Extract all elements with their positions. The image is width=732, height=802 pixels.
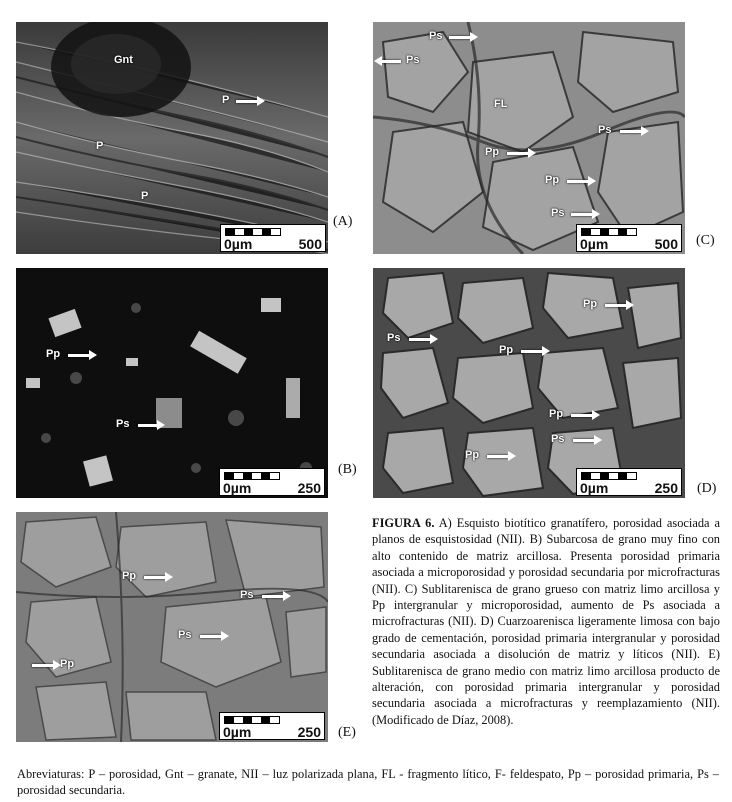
micrograph-panel-d bbox=[373, 268, 685, 498]
panel-b-arrow-2 bbox=[138, 424, 158, 427]
panel-c-arrow-3 bbox=[620, 130, 642, 133]
panel-a-label-p-2: P bbox=[96, 140, 104, 152]
micrograph-texture-c bbox=[373, 22, 685, 254]
scale-ticks bbox=[581, 228, 637, 236]
scale-value: 250 bbox=[654, 480, 678, 496]
panel-c-scale-bar bbox=[576, 224, 682, 252]
panel-a-label-gnt: Gnt bbox=[114, 54, 133, 66]
panel-b-arrow-1 bbox=[68, 354, 90, 357]
panel-d-label-pp-2: Pp bbox=[499, 344, 514, 356]
panel-a-scale-bar bbox=[220, 224, 326, 252]
micrograph-texture-a bbox=[16, 22, 328, 254]
panel-b-letter: (B) bbox=[338, 462, 357, 477]
scale-ticks bbox=[224, 472, 280, 480]
panel-b-scale-bar bbox=[219, 468, 325, 496]
panel-e-label-ps-2: Ps bbox=[178, 629, 192, 641]
scale-zero: 0µm bbox=[223, 480, 252, 496]
panel-c-arrow-4 bbox=[507, 152, 529, 155]
micrograph-texture-b bbox=[16, 268, 328, 498]
micrograph-panel-a bbox=[16, 22, 328, 254]
panel-d-arrow-3 bbox=[521, 350, 543, 353]
panel-d-letter: (D) bbox=[697, 481, 717, 496]
micrograph-texture-d bbox=[373, 268, 685, 498]
scale-ticks bbox=[224, 716, 280, 724]
panel-d-arrow-5 bbox=[573, 439, 595, 442]
panel-d-label-ps-2: Ps bbox=[551, 433, 565, 445]
figure-caption bbox=[372, 515, 720, 728]
panel-d-arrow-6 bbox=[487, 455, 509, 458]
panel-c-label-pp-2: Pp bbox=[545, 174, 560, 186]
panel-b-label-ps: Ps bbox=[116, 418, 130, 430]
panel-e-arrow-4 bbox=[32, 664, 54, 667]
scale-value: 500 bbox=[298, 236, 322, 252]
panel-a-label-p-3: P bbox=[141, 190, 149, 202]
micrograph-panel-c bbox=[373, 22, 685, 254]
micrograph-texture-e bbox=[16, 512, 328, 742]
panel-d-arrow-4 bbox=[571, 414, 593, 417]
scale-value: 250 bbox=[297, 480, 321, 496]
panel-e-arrow-1 bbox=[144, 576, 166, 579]
panel-c-label-ps-1: Ps bbox=[429, 30, 443, 42]
panel-d-arrow-1 bbox=[605, 304, 627, 307]
panel-e-arrow-2 bbox=[262, 595, 284, 598]
panel-e-label-ps-1: Ps bbox=[240, 589, 254, 601]
panel-c-arrow-1 bbox=[449, 36, 471, 39]
micrograph-panel-b bbox=[16, 268, 328, 498]
scale-ticks bbox=[581, 472, 637, 480]
scale-zero: 0µm bbox=[224, 236, 253, 252]
panel-c-letter: (C) bbox=[696, 233, 715, 248]
micrograph-panel-e bbox=[16, 512, 328, 742]
panel-e-label-pp-2: Pp bbox=[60, 658, 75, 670]
abbreviations-note: Abreviaturas: P – porosidad, Gnt – granate, NII – luz polarizada plana, FL - fragmento lítico, F- feldespato, Pp – porosidad primaria, Ps – porosidad secundaria. bbox=[17, 767, 719, 798]
panel-c-arrow-2 bbox=[381, 60, 401, 63]
panel-c-arrow-5 bbox=[567, 180, 589, 183]
scale-value: 250 bbox=[297, 724, 321, 740]
panel-d-scale-bar bbox=[576, 468, 682, 496]
scale-zero: 0µm bbox=[580, 480, 609, 496]
panel-a-label-p-1: P bbox=[222, 94, 230, 106]
panel-c-arrow-6 bbox=[571, 213, 593, 216]
caption-title: FIGURA 6. bbox=[372, 516, 435, 530]
caption-body: A) Esquisto biotítico granatífero, porosidad asociada a planos de esquistosidad (NII). B) Subarcosa de grano muy fino con alto contenido de matriz arcillosa. Presenta porosidad primaria asociada a microporosidad y porosidad secundaria por microfracturas (NII). C) Sublitarenisca de grano grueso con matriz limo arcillosa y Pp intergranular y microporosidad, aumento de Ps asociada a microfracturas (NII). D) Cuarzoarenisca ligeramente limosa con bajo grado de cementación, porosidad primaria intergranular y porosidad secundaria asociada a disolución de matriz y líticos (NII). E) Sublitarenisca de grano medio con matriz limo arcillosa producto de alteración, con porosidad primaria intergranular y porosidad secundaria asociada a microfracturas y reemplazamiento (NII). (Modificado de Díaz, 2008). bbox=[372, 516, 720, 727]
panel-a-arrow-1 bbox=[236, 100, 258, 103]
panel-d-label-pp-4: Pp bbox=[465, 449, 480, 461]
panel-c-label-ps-2: Ps bbox=[406, 54, 420, 66]
scale-zero: 0µm bbox=[580, 236, 609, 252]
panel-e-label-pp-1: Pp bbox=[122, 570, 137, 582]
scale-ticks bbox=[225, 228, 281, 236]
panel-e-arrow-3 bbox=[200, 635, 222, 638]
panel-d-arrow-2 bbox=[409, 338, 431, 341]
panel-c-label-ps-3: Ps bbox=[598, 124, 612, 136]
scale-zero: 0µm bbox=[223, 724, 252, 740]
panel-d-label-ps-1: Ps bbox=[387, 332, 401, 344]
panel-d-label-pp-1: Pp bbox=[583, 298, 598, 310]
panel-e-letter: (E) bbox=[338, 725, 356, 740]
panel-b-label-pp: Pp bbox=[46, 348, 61, 360]
scale-value: 500 bbox=[654, 236, 678, 252]
panel-c-label-pp-1: Pp bbox=[485, 146, 500, 158]
panel-c-label-fl: FL bbox=[494, 98, 508, 110]
panel-c-label-ps-4: Ps bbox=[551, 207, 565, 219]
panel-a-letter: (A) bbox=[333, 214, 353, 229]
panel-e-scale-bar bbox=[219, 712, 325, 740]
panel-d-label-pp-3: Pp bbox=[549, 408, 564, 420]
